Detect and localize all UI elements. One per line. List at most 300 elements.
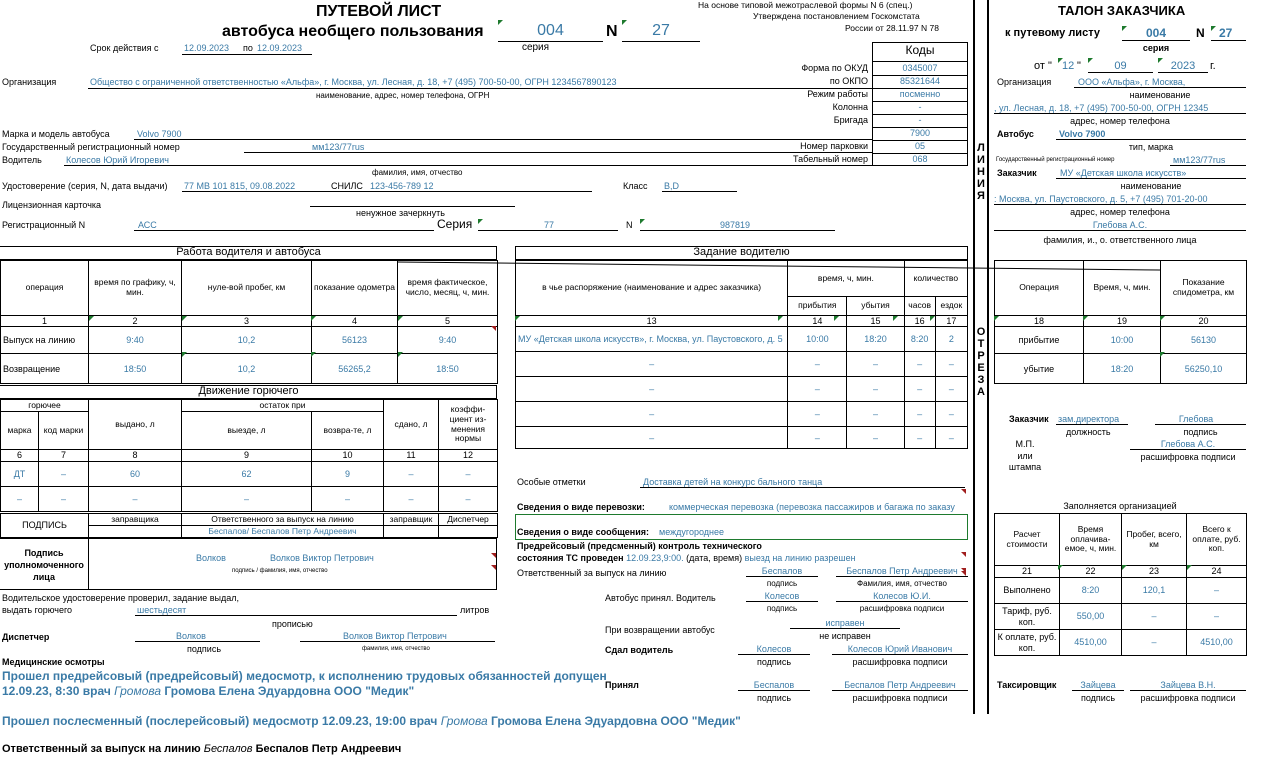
side-letter: Н <box>977 166 985 178</box>
task-cell: – <box>788 352 847 377</box>
class-label: Класс <box>623 181 648 191</box>
cap-sign: подпись <box>756 693 792 703</box>
task-row <box>516 352 968 377</box>
cost-cell: Тариф, руб. коп. <box>995 604 1060 630</box>
work-h-actual: время фактическое, число, месяц, ч, мин. <box>398 261 498 316</box>
license-label: Удостоверение (серия, N, дата выдачи) <box>2 181 168 191</box>
fuel-signatures <box>0 513 498 538</box>
talon-row <box>995 327 1247 354</box>
work-h-schedule: время по графику, ч, мин. <box>89 261 182 316</box>
side-label-cut <box>974 326 988 398</box>
fuel-row <box>1 462 498 487</box>
cost-num: 21 <box>995 566 1060 578</box>
talon-bus-label: Автобус <box>997 129 1034 139</box>
fuel-cell: – <box>384 487 439 512</box>
side-letter: Е <box>977 362 985 374</box>
talon-cust-decode-caption: расшифровка подписи <box>1140 452 1236 462</box>
medical-pre-signature: Громова <box>114 684 162 698</box>
notes-resp-label: Ответственный за выпуск на линию <box>517 568 667 578</box>
checked-line1: Водительское удостоверение проверил, задание выдал, <box>2 593 239 603</box>
special-notes: Доставка детей на конкурс бального танца <box>643 477 823 487</box>
side-letter: И <box>977 154 985 166</box>
codes-row-label: Номер парковки <box>800 141 868 151</box>
fuel-sig-col: Диспетчер <box>439 514 498 526</box>
task-num: 17 <box>935 316 967 327</box>
talon-client-person-caption: фамилия, и., о. ответственного лица <box>1043 235 1197 245</box>
cap-sign: подпись <box>756 657 792 667</box>
side-letter: О <box>976 326 986 338</box>
task-row <box>516 377 968 402</box>
talon-cell: 56250,10 <box>1161 354 1247 384</box>
fuel-sig-col: заправщика <box>89 514 182 526</box>
work-cell: 56123 <box>312 327 398 354</box>
fuel-h-handed: сдано, л <box>384 400 439 450</box>
regn-number: 987819 <box>720 220 751 230</box>
task-cell: – <box>847 402 904 427</box>
cost-cell: 4510,00 <box>1060 630 1122 656</box>
task-num: 15 <box>847 316 904 327</box>
codes-row-label: Бригада <box>833 115 868 125</box>
talon-cell: 18:20 <box>1084 354 1161 384</box>
tech-control-mid: (дата, время) <box>686 553 743 563</box>
return-label: При возвращении автобус <box>605 625 715 635</box>
number-label: N <box>606 23 618 40</box>
auth-signature: Волков <box>196 553 226 563</box>
talon-bus-caption: тип, марка <box>1128 142 1174 152</box>
talon-stamp-1: М.П. <box>1015 439 1035 449</box>
auth-caption: подпись / фамилия, имя, отчество <box>232 568 328 574</box>
cost-cell: К оплате, руб. коп. <box>995 630 1060 656</box>
fuel-row <box>1 487 498 512</box>
card-label: Лицензионная карточка <box>2 200 102 210</box>
form-basis-2: Утверждена постановлением Госкомстата <box>753 11 920 21</box>
document-subtitle: автобуса необщего пользования <box>222 23 484 40</box>
talon-cust-pos: зам.директора <box>1058 414 1120 424</box>
amount-caption: прописью <box>272 619 313 629</box>
task-h-dep: убытия <box>847 297 904 316</box>
fuel-sig-col: заправщик <box>384 514 439 526</box>
fuel-num: 8 <box>89 450 182 462</box>
fuel-h-rest: остаток при <box>182 400 384 412</box>
tech-control-line2: состояния ТС проведен <box>517 553 624 563</box>
tech-control-date: 12.09.23,9:00. <box>626 553 684 563</box>
fuel-cell: – <box>89 487 182 512</box>
task-cell: – <box>516 377 788 402</box>
codes-row-label: Форма по ОКУД <box>801 63 868 73</box>
work-h-zero-run: нуле-вой пробег, км <box>182 261 312 316</box>
medical-post-text: Прошел послесменный (послерейсовый) медосмотр 12.09.23, 19:00 врач <box>2 714 438 728</box>
valid-to: 12.09.2023 <box>257 43 303 53</box>
codes-row-value: 85321644 <box>899 76 941 86</box>
talon-num: 19 <box>1084 316 1161 327</box>
cost-row <box>995 604 1247 630</box>
dispatcher-sign-caption: подпись <box>187 644 222 654</box>
cost-h: Всего к оплате, руб. коп. <box>1187 514 1247 566</box>
talon-client-addr-caption: адрес, номер телефона <box>1070 207 1170 217</box>
codes-row-value: 7900 <box>909 128 931 138</box>
fuel-num: 12 <box>439 450 498 462</box>
cost-row <box>995 630 1247 656</box>
talon-tax-sign-caption: подпись <box>1080 693 1116 703</box>
task-cell: – <box>516 427 788 449</box>
work-cell: 9:40 <box>398 327 498 354</box>
task-h-time: время, ч, мин. <box>788 261 904 297</box>
card-caption: ненужное зачеркнуть <box>356 208 445 218</box>
task-cell: 2 <box>935 327 967 352</box>
side-letter: А <box>977 386 985 398</box>
codes-row-value: - <box>918 115 922 125</box>
task-num: 14 <box>788 316 847 327</box>
side-label-line <box>974 142 988 202</box>
fuel-cell: 62 <box>182 462 312 487</box>
release-resp-name: Беспалов Петр Андреевич <box>255 743 402 755</box>
task-num: 16 <box>904 316 935 327</box>
work-num: 1 <box>1 316 89 327</box>
talon-cell: 56130 <box>1161 327 1247 354</box>
task-h-arr: прибытия <box>788 297 847 316</box>
task-title: Задание водителю <box>693 246 790 258</box>
medical-title: Медицинские осмотры <box>2 657 105 667</box>
medical-pre-doctor: Громова Елена Эдуардовна ООО "Медик" <box>164 684 415 698</box>
cost-num: 23 <box>1122 566 1187 578</box>
task-h-qty: количество <box>904 261 967 297</box>
cost-cell: 8:20 <box>1060 578 1122 604</box>
cost-cell: – <box>1187 578 1247 604</box>
fuel-cell: – <box>39 462 89 487</box>
task-cell: – <box>847 352 904 377</box>
series-value: 004 <box>537 22 564 39</box>
work-cell: 10,2 <box>182 327 312 354</box>
codes-row-value: - <box>918 102 922 112</box>
fuel-num: 7 <box>39 450 89 462</box>
side-letter: Л <box>977 142 985 154</box>
talon-stamp-2: или <box>1017 451 1033 461</box>
codes-row-label: по ОКПО <box>829 76 868 86</box>
task-h-order: в чье распоряжение (наименование и адрес заказчика) <box>516 261 788 316</box>
task-cell: – <box>904 352 935 377</box>
talon-reg-label: Государственный регистрационный номер <box>996 157 1115 163</box>
seria-label: Серия <box>437 217 473 231</box>
work-num: 4 <box>312 316 398 327</box>
gave-signature: Колесов <box>756 644 792 654</box>
talon-client-addr: : Москва, ул. Паустовского, д. 5, +7 (495) 701-20-00 <box>994 194 1208 204</box>
talon-client-label: Заказчик <box>997 168 1037 178</box>
fuel-cell: – <box>182 487 312 512</box>
cap-decode: расшифровка подписи <box>852 693 948 703</box>
talon-num: 20 <box>1161 316 1247 327</box>
accepted-signature: Колесов <box>764 591 800 601</box>
snils-value: 123-456-789 12 <box>370 181 434 191</box>
talon-num: 18 <box>995 316 1084 327</box>
fuel-cell: – <box>384 462 439 487</box>
task-row <box>516 327 968 352</box>
task-cell: – <box>516 402 788 427</box>
gave-label: Сдал водитель <box>605 645 674 655</box>
fuel-cell: – <box>1 487 39 512</box>
valid-from: 12.09.2023 <box>184 43 230 53</box>
tech-control-line1: Предрейсовый (предсменный) контроль технического <box>517 541 762 551</box>
dispatcher-name-caption: фамилия, имя, отчество <box>362 646 430 652</box>
cost-cell: 550,00 <box>1060 604 1122 630</box>
transport-kind: коммерческая перевозка (перевозка пассажиров и багажа по заказу <box>669 502 955 512</box>
driver-label: Водитель <box>2 155 42 165</box>
took-name: Беспалов Петр Андреевич <box>844 680 956 690</box>
task-row <box>516 427 968 449</box>
task-cell: – <box>904 427 935 449</box>
work-cell: 9:40 <box>89 327 182 354</box>
task-cell: – <box>516 352 788 377</box>
work-title: Работа водителя и автобуса <box>176 246 321 258</box>
talon-org1: ООО «Альфа», г. Москва, <box>1078 77 1186 87</box>
special-notes-label: Особые отметки <box>517 477 586 487</box>
talon-tax-name: Зайцева В.Н. <box>1160 680 1216 690</box>
work-table <box>0 260 498 384</box>
document-title: ПУТЕВОЙ ЛИСТ <box>316 3 442 20</box>
talon-row <box>995 354 1247 384</box>
fuel-cell: 9 <box>312 462 384 487</box>
work-cell: 18:50 <box>398 354 498 384</box>
document-number: 27 <box>652 22 670 39</box>
talon-org2-caption: адрес, номер телефона <box>1070 116 1170 126</box>
notes-resp-name: Беспалов Петр Андреевич <box>846 566 958 576</box>
org-label: Организация <box>2 77 57 87</box>
fuel-h-mark: марка <box>1 412 39 450</box>
fuel-cell: – <box>312 487 384 512</box>
message-kind-label: Сведения о виде сообщения: <box>517 527 650 537</box>
codes-row-value: 05 <box>914 141 925 151</box>
task-cell: – <box>847 377 904 402</box>
talon-month: 09 <box>1114 60 1127 72</box>
codes-row-value: 0345007 <box>902 63 938 73</box>
fuel-h-back: возвра-те, л <box>312 412 384 450</box>
fuel-h-code: код марки <box>39 412 89 450</box>
talon-h: Показание спидометра, км <box>1161 261 1247 316</box>
codes-row-value: 068 <box>912 154 928 164</box>
talon-day: 12 <box>1062 60 1075 72</box>
work-row-out <box>1 327 498 354</box>
fuel-sig-col: Ответственного за выпуск на линию <box>182 514 384 526</box>
fuel-h-out: выезде, л <box>182 412 312 450</box>
talon-cust-sign: Глебова <box>1178 414 1214 424</box>
task-cell: – <box>904 402 935 427</box>
form-basis-1: На основе типовой межотраслевой формы N 6 (спец.) <box>698 0 913 10</box>
task-cell: – <box>904 377 935 402</box>
cap-fio: Фамилия, имя, отчество <box>857 579 947 588</box>
took-signature: Беспалов <box>753 680 795 690</box>
medical-post-signature: Громова <box>440 714 488 728</box>
fuel-table <box>0 399 498 512</box>
talon-cust-decode: Глебова А.С. <box>1160 439 1216 449</box>
cost-row <box>995 578 1247 604</box>
auth-label: Подпись уполномоченного лица <box>4 548 84 582</box>
codes-row-value: посменно <box>899 89 941 99</box>
talon-org-caption: наименование <box>1129 90 1191 100</box>
talon-cust-sign-caption: подпись <box>1183 427 1218 437</box>
work-cell: Возвращение <box>1 354 89 384</box>
release-resp-signature: Беспалов <box>203 743 253 755</box>
work-row-back <box>1 354 498 384</box>
task-num: 13 <box>516 316 788 327</box>
task-cell: – <box>788 377 847 402</box>
task-cell: 8:20 <box>904 327 935 352</box>
fuel-cell: – <box>39 487 89 512</box>
talon-title: ТАЛОН ЗАКАЗЧИКА <box>1058 3 1186 18</box>
work-h-odometer: показание одометра <box>312 261 398 316</box>
return-bad: не исправен <box>819 631 871 641</box>
cost-h: Расчет стоимости <box>995 514 1060 566</box>
driver-name: Колесов Юрий Игоревич <box>66 155 169 165</box>
talon-client-person: Глебова А.С. <box>1092 220 1148 230</box>
cost-cell: Выполнено <box>995 578 1060 604</box>
codes-title: Коды <box>905 43 935 57</box>
work-cell: 10,2 <box>182 354 312 384</box>
took-label: Принял <box>605 680 639 690</box>
talon-cell: прибытие <box>995 327 1084 354</box>
fuel-num: 6 <box>1 450 39 462</box>
talon-client: МУ «Детская школа искусств» <box>1060 168 1187 178</box>
talon-reg: мм123/77rus <box>1173 155 1226 165</box>
codes-row-label: Режим работы <box>807 89 868 99</box>
fuel-cell: – <box>439 487 498 512</box>
side-letter: Т <box>977 338 985 350</box>
fuel-num: 11 <box>384 450 439 462</box>
fuel-unit: литров <box>460 605 490 615</box>
snils-label: СНИЛС <box>331 181 363 191</box>
fuel-num: 9 <box>182 450 312 462</box>
talon-org-label: Организация <box>997 77 1052 87</box>
task-cell: – <box>935 352 967 377</box>
message-kind: междугороднее <box>659 527 724 537</box>
talon-org2: , ул. Лесная, д. 18, +7 (495) 700-50-00, ОГРН 12345 <box>994 103 1209 113</box>
fuel-amount-words: шестьдесят <box>137 605 187 615</box>
work-cell: 56265,2 <box>312 354 398 384</box>
regn-label: Регистрационный N <box>2 220 86 230</box>
task-row <box>516 402 968 427</box>
checked-line2: выдать горючего <box>2 605 73 615</box>
task-cell: 18:20 <box>847 327 904 352</box>
talon-cell: убытие <box>995 354 1084 384</box>
medical-pre-date: 12.09.23, 8:30 врач <box>2 684 111 698</box>
valid-to-label: по <box>243 43 253 53</box>
talon-stamp-3: штампа <box>1008 462 1042 472</box>
talon-tax-name-caption: расшифровка подписи <box>1140 693 1236 703</box>
task-cell: МУ «Детская школа искусств», г. Москва, ул. Паустовского, д. 5 <box>516 327 788 352</box>
talon-h: Время, ч, мин. <box>1084 261 1161 316</box>
talon-tax-label: Таксировщик <box>997 680 1057 690</box>
accepted-name: Колесов Ю.И. <box>873 591 931 601</box>
talon-table <box>994 260 1247 384</box>
codes-row-label: Табельный номер <box>793 154 868 164</box>
talon-fill-caption: Заполняется организацией <box>1063 501 1177 511</box>
talon-client-caption: наименование <box>1120 181 1182 191</box>
talon-n-label: N <box>1196 26 1205 40</box>
work-num: 2 <box>89 316 182 327</box>
driver-caption: фамилия, имя, отчество <box>372 168 463 177</box>
fuel-h-coef: коэффи-циент из-менения нормы <box>439 400 498 450</box>
medical-pre-line1: Прошел предрейсовый (предрейсовый) медосмотр, к исполнению трудовых обязанностей допущен <box>2 669 607 683</box>
task-h-trips: ездок <box>935 297 967 316</box>
bus-model-label: Марка и модель автобуса <box>2 129 110 139</box>
cap-decode: расшифровка подписи <box>852 657 948 667</box>
side-letter: И <box>977 178 985 190</box>
cost-h: Время оплачива-емое, ч, мин. <box>1060 514 1122 566</box>
side-letter: Р <box>977 350 985 362</box>
task-h-hours: часов <box>904 297 935 316</box>
org-value: Общество с ограниченной ответственностью «Альфа», г. Москва, ул. Лесная, д. 18, +7 (495) 700-50-00, ОГРН 1234567890123 <box>90 77 617 87</box>
fuel-sig-value: Беспалов/ Беспалов Петр Андреевич <box>182 526 384 538</box>
bus-model: Volvo 7900 <box>137 129 182 139</box>
transport-kind-label: Сведения о виде перевозки: <box>517 502 645 512</box>
cost-h: Пробег, всего, км <box>1122 514 1187 566</box>
cost-num: 22 <box>1060 566 1122 578</box>
cost-cell: – <box>1122 604 1187 630</box>
task-cell: – <box>788 402 847 427</box>
talon-series-caption: серия <box>1142 43 1170 53</box>
task-table <box>515 260 968 449</box>
seria-value: 77 <box>544 220 555 230</box>
series-caption: серия <box>521 42 550 53</box>
cap-decode: расшифровка подписи <box>859 604 945 613</box>
fuel-h-issued: выдано, л <box>89 400 182 450</box>
work-cell: Выпуск на линию <box>1 327 89 354</box>
cost-cell: – <box>1187 604 1247 630</box>
regn-number-label: N <box>626 220 633 230</box>
cap-sign: подпись <box>766 579 798 588</box>
fuel-sig-label: ПОДПИСЬ <box>1 514 89 538</box>
task-cell: – <box>935 402 967 427</box>
task-cell: – <box>935 427 967 449</box>
gave-name: Колесов Юрий Иванович <box>847 644 953 654</box>
fuel-cell: ДТ <box>1 462 39 487</box>
side-letter: Я <box>977 190 985 202</box>
class-value: B,D <box>664 181 680 191</box>
org-caption: наименование, адрес, номер телефона, ОГРН <box>316 91 490 100</box>
talon-cell: 10:00 <box>1084 327 1161 354</box>
notes-resp-signature: Беспалов <box>761 566 803 576</box>
talon-cust-label: Заказчик <box>1009 414 1049 424</box>
talon-tax-sign: Зайцева <box>1080 680 1116 690</box>
release-resp-label: Ответственный за выпуск на линию <box>2 743 201 755</box>
fuel-cell: – <box>439 462 498 487</box>
talon-year: 2023 <box>1170 60 1196 72</box>
validity-label: Срок действия с <box>90 43 159 53</box>
fuel-h-fuel: горючее <box>1 400 89 412</box>
talon-h: Операция <box>995 261 1084 316</box>
regn-value: АСС <box>138 220 157 230</box>
form-basis-3: России от 28.11.97 N 78 <box>845 23 939 33</box>
task-cell: 10:00 <box>788 327 847 352</box>
talon-series: 004 <box>1145 26 1167 40</box>
cost-cell: 4510,00 <box>1187 630 1247 656</box>
cost-cell: – <box>1122 630 1187 656</box>
talon-year-suffix: г. <box>1210 60 1216 72</box>
tech-control-result: выезд на линию разрешен <box>744 553 856 563</box>
talon-bus: Volvo 7900 <box>1059 129 1106 139</box>
accepted-label: Автобус принял. Водитель <box>605 593 716 603</box>
regnum-value: мм123/77rus <box>312 142 365 152</box>
regnum-label: Государственный регистрационный номер <box>2 142 180 152</box>
fuel-num: 10 <box>312 450 384 462</box>
cost-cell: 120,1 <box>1122 578 1187 604</box>
work-cell: 18:50 <box>89 354 182 384</box>
cost-num: 24 <box>1187 566 1247 578</box>
task-cell: – <box>847 427 904 449</box>
license-value: 77 МВ 101 815, 09.08.2022 <box>184 181 296 191</box>
talon-from-label: от " <box>1034 60 1052 72</box>
talon-cust-pos-caption: должность <box>1066 427 1111 437</box>
work-num: 5 <box>398 316 498 327</box>
codes-row-label: Колонна <box>832 102 868 112</box>
